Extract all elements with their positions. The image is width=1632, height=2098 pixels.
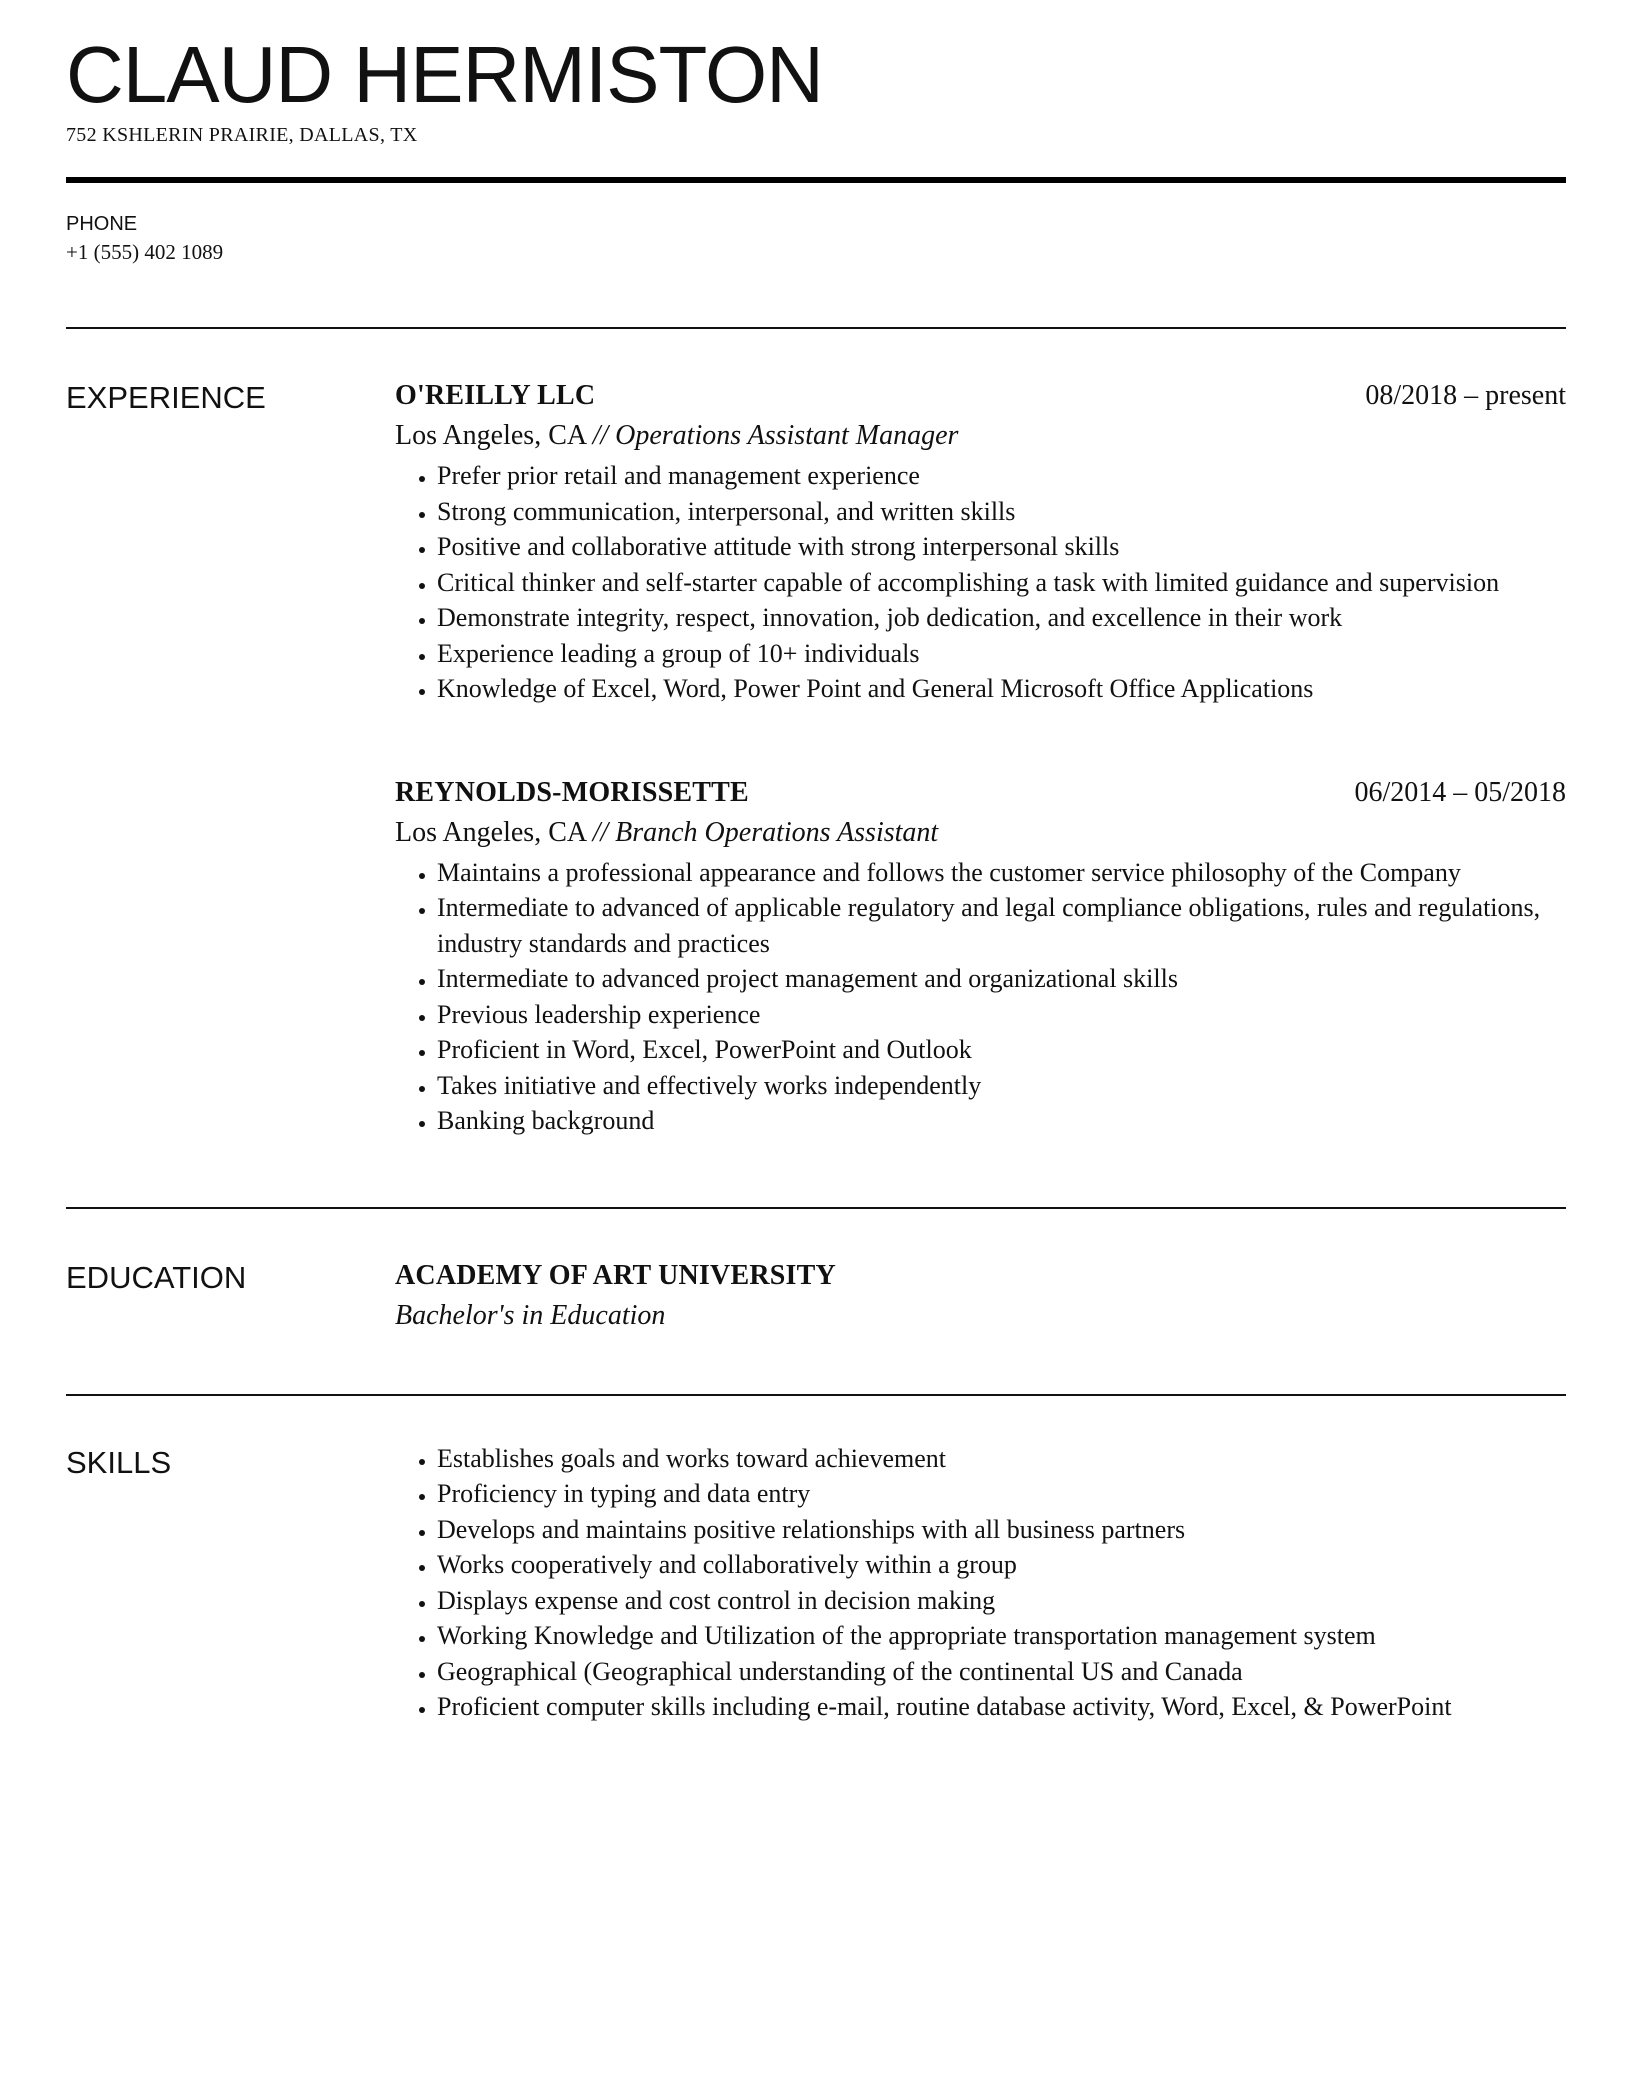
list-item: • Experience leading a group of 10+ individuals	[437, 636, 1566, 672]
list-item: • Intermediate to advanced project management and organizational skills	[437, 961, 1566, 997]
list-item: • Prefer prior retail and management experience	[437, 458, 1566, 494]
candidate-address: 752 KSHLERIN PRAIRIE, DALLAS, TX	[66, 124, 418, 146]
list-item: • Works cooperatively and collaboratively within a group	[437, 1547, 1566, 1583]
job-role: Branch Operations Assistant	[615, 816, 939, 848]
school-name: ACADEMY OF ART UNIVERSITY	[395, 1259, 836, 1291]
job-separator: //	[592, 816, 609, 848]
job-bullets	[395, 458, 1566, 707]
header-divider	[66, 177, 1566, 183]
section-divider	[66, 327, 1566, 329]
job-dates: 08/2018 – present	[1365, 380, 1566, 411]
job-header	[395, 773, 1566, 813]
degree: Bachelor's in Education	[395, 1299, 666, 1331]
school-header	[395, 1256, 1566, 1296]
skills-section	[66, 1441, 1566, 1725]
list-item: • Proficiency in typing and data entry	[437, 1476, 1566, 1512]
section-divider	[66, 1394, 1566, 1396]
education-section	[66, 1256, 1566, 1336]
skills-body	[395, 1441, 1566, 1725]
resume-page	[66, 30, 1566, 1725]
job-dates: 06/2014 – 05/2018	[1354, 776, 1566, 808]
phone-label: PHONE	[66, 213, 138, 235]
company-name: O'REILLY LLC	[395, 380, 596, 411]
list-item: • Positive and collaborative attitude with strong interpersonal skills	[437, 529, 1566, 565]
list-item: • Knowledge of Excel, Word, Power Point and General Microsoft Office Applications	[437, 671, 1566, 707]
list-item: • Critical thinker and self-starter capable of accomplishing a task with limited guidance and supervision	[437, 565, 1566, 601]
education-body	[395, 1256, 1566, 1336]
list-item: • Develops and maintains positive relationships with all business partners	[437, 1512, 1566, 1548]
job-bullets	[395, 855, 1566, 1139]
section-divider	[66, 1207, 1566, 1209]
list-item: • Geographical (Geographical understanding of the continental US and Canada	[437, 1654, 1566, 1690]
list-item: • Banking background	[437, 1103, 1566, 1139]
degree-line	[395, 1296, 1566, 1336]
list-item: • Strong communication, interpersonal, and written skills	[437, 494, 1566, 530]
list-item: • Proficient in Word, Excel, PowerPoint and Outlook	[437, 1032, 1566, 1068]
company-name: REYNOLDS-MORISSETTE	[395, 776, 749, 808]
skills-list	[395, 1441, 1566, 1725]
job-location: Los Angeles, CA	[395, 816, 586, 848]
candidate-name: CLAUD HERMISTON	[66, 30, 823, 119]
list-item: • Establishes goals and works toward achievement	[437, 1441, 1566, 1477]
list-item: • Maintains a professional appearance and follows the customer service philosophy of the Company	[437, 855, 1566, 891]
job-entry	[395, 773, 1566, 1139]
job-subtitle	[395, 813, 1566, 853]
phone-number: +1 (555) 402 1089	[66, 240, 224, 264]
experience-body	[395, 376, 1566, 1139]
job-entry	[395, 376, 1566, 707]
list-item: • Working Knowledge and Utilization of the appropriate transportation management system	[437, 1618, 1566, 1654]
list-item: • Demonstrate integrity, respect, innovation, job dedication, and excellence in their work	[437, 600, 1566, 636]
job-location: Los Angeles, CA	[395, 420, 586, 451]
list-item: • Intermediate to advanced of applicable regulatory and legal compliance obligations, rules and regulations, industry standards and practices	[437, 890, 1566, 961]
education-heading: EDUCATION	[66, 1259, 247, 1295]
job-role: Operations Assistant Manager	[615, 420, 959, 451]
list-item: • Proficient computer skills including e-mail, routine database activity, Word, Excel, & PowerPoint	[437, 1689, 1566, 1725]
list-item: • Displays expense and cost control in decision making	[437, 1583, 1566, 1619]
job-separator: //	[592, 420, 609, 451]
job-header	[395, 376, 1566, 416]
skills-heading: SKILLS	[66, 1444, 172, 1480]
list-item: • Previous leadership experience	[437, 997, 1566, 1033]
experience-heading: EXPERIENCE	[66, 380, 266, 415]
list-item: • Takes initiative and effectively works independently	[437, 1068, 1566, 1104]
experience-section	[66, 376, 1566, 1139]
job-subtitle	[395, 416, 1566, 456]
